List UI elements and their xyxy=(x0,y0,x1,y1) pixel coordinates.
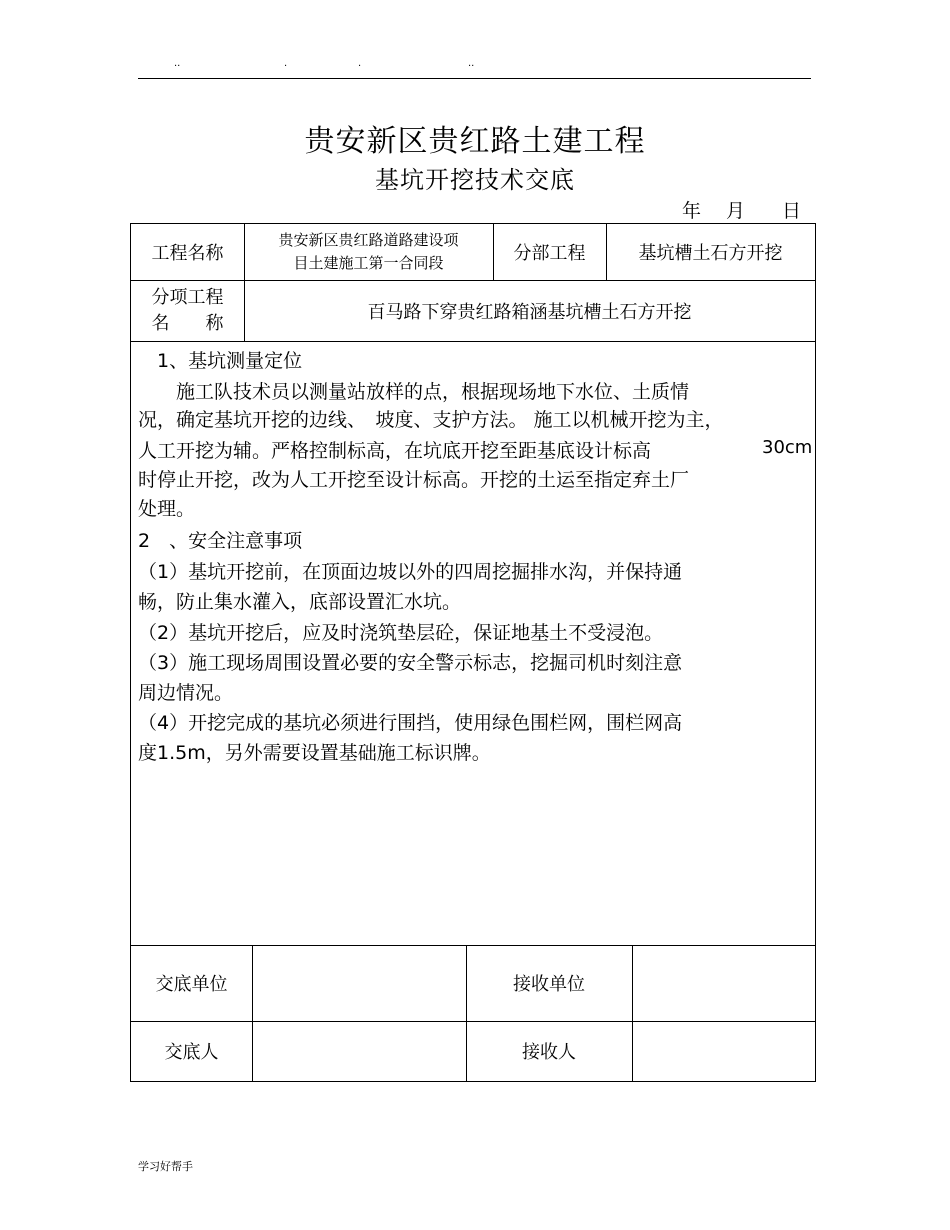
content-line: （1）基坑开挖前，在顶面边坡以外的四周挖掘排水沟，并保持通 xyxy=(138,561,683,583)
content-line: 2 、安全注意事项 xyxy=(138,530,303,552)
date-year: 年 xyxy=(682,200,702,222)
page-footer: 学习好帮手 xyxy=(138,1160,193,1173)
date-day: 日 xyxy=(782,200,802,222)
from-unit-label: 交底单位 xyxy=(155,974,228,995)
project-name-line: 目土建施工第一合同段 xyxy=(293,254,444,272)
subitem-label-line: 名 称 xyxy=(151,312,224,334)
subitem-value: 百马路下穿贵红路箱涵基坑槽土石方开挖 xyxy=(367,301,692,323)
date-month: 月 xyxy=(726,200,746,222)
document-title: 贵安新区贵红路土建工程 xyxy=(304,124,646,159)
content-inline-value: 30cm xyxy=(762,437,813,458)
header-mark: .. xyxy=(174,58,181,69)
content-line: 周边情况。 xyxy=(138,682,234,704)
content-line: 1、基坑测量定位 xyxy=(138,350,303,372)
content-line: （2）基坑开挖后，应及时浇筑垫层砼，保证地基土不受浸泡。 xyxy=(138,622,664,644)
content-line: 人工开挖为辅。严格控制标高，在坑底开挖至距基底设计标高 xyxy=(138,440,652,462)
to-unit-label: 接收单位 xyxy=(513,974,585,995)
content-line: 施工队技术员以测量站放样的点，根据现场地下水位、土质情 xyxy=(138,381,690,403)
header-mark: . xyxy=(284,58,288,69)
division-value: 基坑槽土石方开挖 xyxy=(638,243,783,264)
content-line: 况，确定基坑开挖的边线、 坡度、支护方法。 施工以机械开挖为主， xyxy=(138,409,724,431)
content-line: （3）施工现场周围设置必要的安全警示标志，挖掘司机时刻注意 xyxy=(138,652,683,674)
col-divider xyxy=(632,945,633,1082)
subitem-label-line: 分项工程 xyxy=(151,286,224,308)
subitem-label xyxy=(131,280,244,341)
col-divider xyxy=(252,945,253,1082)
project-name-label: 工程名称 xyxy=(151,243,224,264)
header-mark: .. xyxy=(468,58,475,69)
page-header xyxy=(138,58,811,74)
header-rule xyxy=(138,78,811,79)
content-line: 处理。 xyxy=(138,498,196,520)
row-divider xyxy=(131,341,815,342)
content-line: （4）开挖完成的基坑必须进行围挡，使用绿色围栏网，围栏网高 xyxy=(138,712,683,734)
content-line: 时停止开挖，改为人工开挖至设计标高。开挖的土运至指定弃土厂 xyxy=(138,469,690,491)
from-person-label: 交底人 xyxy=(164,1042,219,1063)
division-label: 分部工程 xyxy=(513,243,586,264)
header-mark: . xyxy=(358,58,362,69)
project-name-value xyxy=(244,224,493,280)
content-line: 畅，防止集水灌入，底部设置汇水坑。 xyxy=(138,591,462,613)
document-subtitle: 基坑开挖技术交底 xyxy=(375,166,575,194)
to-person-label: 接收人 xyxy=(522,1042,576,1063)
content-line: 度1.5m，另外需要设置基础施工标识牌。 xyxy=(138,742,491,764)
project-name-line: 贵安新区贵红路道路建设项 xyxy=(278,231,459,249)
